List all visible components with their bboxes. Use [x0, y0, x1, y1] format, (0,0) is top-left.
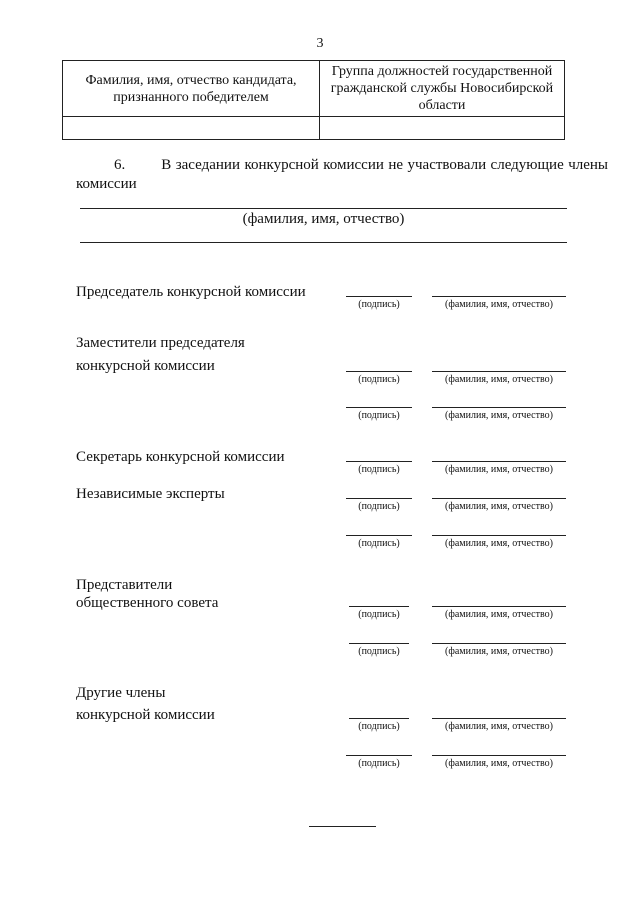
role-experts: Независимые эксперты [76, 486, 225, 502]
name-line [432, 755, 566, 756]
table-cell-winner-name [63, 117, 320, 140]
table-header-row [63, 61, 565, 117]
name-caption: (фамилия, имя, отчество) [445, 721, 553, 732]
signature-caption: (подпись) [358, 410, 400, 421]
signature-caption: (подпись) [358, 758, 400, 769]
results-table [62, 60, 565, 140]
signature-line [346, 498, 412, 499]
signature-line [346, 755, 412, 756]
name-caption: (фамилия, имя, отчество) [445, 609, 553, 620]
name-line [432, 371, 566, 372]
signature-line [346, 461, 412, 462]
name-line [432, 407, 566, 408]
signature-line [346, 535, 412, 536]
header-position-group: Группа должностей государственной гражданской службы Новосибирской области [320, 61, 565, 117]
signature-caption: (подпись) [358, 721, 400, 732]
name-line [432, 498, 566, 499]
name-caption: (фамилия, имя, отчество) [445, 374, 553, 385]
header-winner-name: Фамилия, имя, отчество кандидата, признанного победителем [63, 61, 320, 117]
name-caption: (фамилия, имя, отчество) [445, 538, 553, 549]
name-line [432, 718, 566, 719]
role-public-council-line1: Представители [76, 577, 173, 593]
role-deputies-line1: Заместители председателя [76, 335, 245, 351]
signature-caption: (подпись) [358, 646, 400, 657]
name-line [432, 461, 566, 462]
paragraph-text: В заседании конкурсной комиссии не участвовали следующие члены комиссии [76, 157, 608, 192]
end-of-document-line [309, 826, 376, 827]
paragraph-6 [76, 156, 608, 194]
signature-caption: (подпись) [358, 538, 400, 549]
role-secretary: Секретарь конкурсной комиссии [76, 449, 285, 465]
signature-caption: (подпись) [358, 609, 400, 620]
name-caption: (фамилия, имя, отчество) [445, 464, 553, 475]
absent-members-line [80, 208, 567, 209]
signature-caption: (подпись) [358, 464, 400, 475]
name-line [432, 643, 566, 644]
signature-line [349, 606, 409, 607]
role-public-council-line2: общественного совета [76, 595, 219, 611]
signature-caption: (подпись) [358, 374, 400, 385]
role-deputies-line2: конкурсной комиссии [76, 358, 215, 374]
signature-line [349, 643, 409, 644]
table-row [63, 117, 565, 140]
name-line [432, 535, 566, 536]
signature-line [349, 718, 409, 719]
name-caption: (фамилия, имя, отчество) [445, 410, 553, 421]
absent-members-line-2 [80, 242, 567, 243]
role-other-line2: конкурсной комиссии [76, 707, 215, 723]
name-caption: (фамилия, имя, отчество) [445, 299, 553, 310]
paragraph-number: 6. [114, 157, 126, 173]
table-cell-position-group [320, 117, 565, 140]
name-line [432, 296, 566, 297]
name-line [432, 606, 566, 607]
signature-caption: (подпись) [358, 501, 400, 512]
signature-line [346, 371, 412, 372]
page-number: 3 [316, 36, 324, 51]
absent-members-caption: (фамилия, имя, отчество) [242, 211, 405, 227]
signature-line [346, 296, 412, 297]
role-other-line1: Другие члены [76, 685, 166, 701]
role-chair: Председатель конкурсной комиссии [76, 284, 306, 300]
signature-line [346, 407, 412, 408]
signature-caption: (подпись) [358, 299, 400, 310]
name-caption: (фамилия, имя, отчество) [445, 646, 553, 657]
name-caption: (фамилия, имя, отчество) [445, 758, 553, 769]
name-caption: (фамилия, имя, отчество) [445, 501, 553, 512]
